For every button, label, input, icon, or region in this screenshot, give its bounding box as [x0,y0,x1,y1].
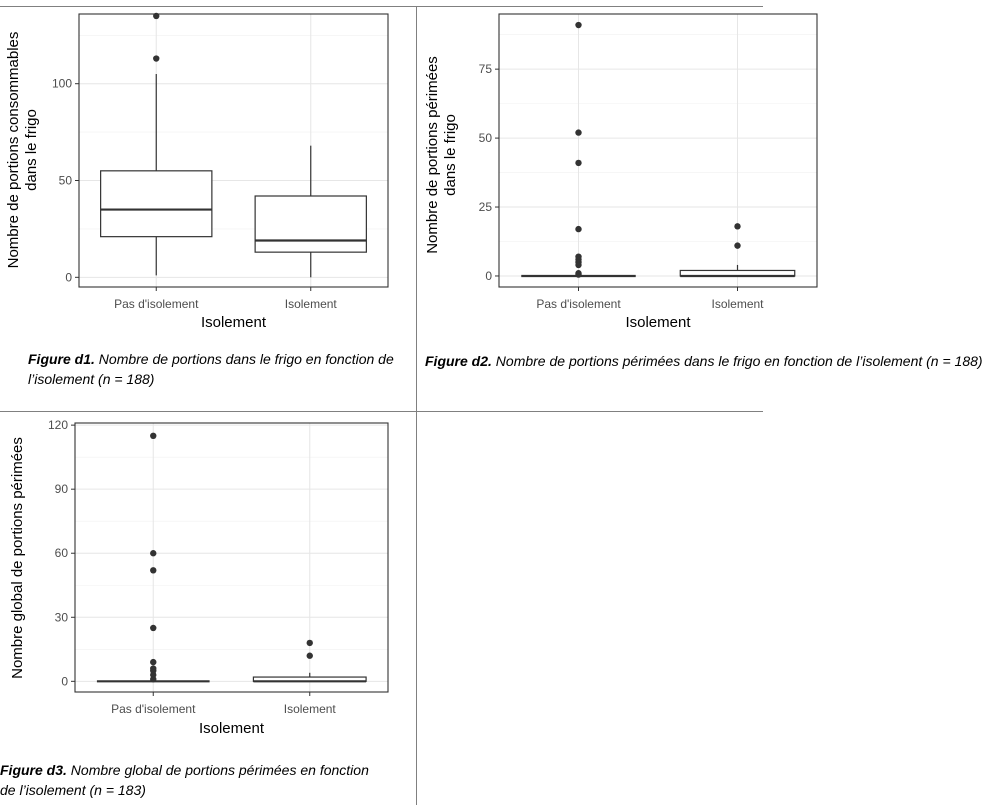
y-tick-label: 60 [54,546,68,561]
figure-caption-d1 [28,349,414,389]
figure-caption-d3 [0,760,380,800]
outlier-point [734,223,740,229]
y-tick-label: 100 [51,76,72,91]
figure-caption-text: Nombre de portions périmées dans le frigo en fonction de l’isolement (n = 188) [495,353,983,369]
outlier-point [150,659,156,665]
figure-cell-d1 [0,0,416,411]
x-tick-label: Pas d'isolement [111,702,196,716]
y-tick-label: 0 [485,268,492,283]
y-tick-label: 50 [478,131,492,146]
outlier-point [150,433,156,439]
y-tick-label: 25 [478,200,492,215]
x-tick-label: Isolement [711,297,764,311]
figure-caption-label: Figure d3. [0,762,67,778]
outlier-point [575,270,581,276]
outlier-point [575,226,581,232]
figure-caption-text: Nombre global de portions périmées en fonction de l’isolement (n = 183) [0,762,369,798]
figure-cell-d2 [417,0,983,411]
y-axis-title: Nombre de portions périmées [424,56,441,254]
y-tick-label: 90 [54,482,68,497]
x-tick-label: Pas d'isolement [114,297,199,311]
outlier-point [153,55,159,61]
y-axis-title: dans le frigo [442,114,459,196]
y-tick-label: 120 [47,418,68,433]
figure-cell-d3 [0,412,416,805]
outlier-point [307,640,313,646]
y-axis-title: Nombre global de portions périmées [9,437,26,679]
x-axis-title: Isolement [200,314,267,331]
figure-caption-label: Figure d2. [425,353,492,369]
outlier-point [150,665,156,671]
x-tick-label: Isolement [284,297,337,311]
y-axis-title: Nombre de portions consommables [5,31,22,269]
y-tick-label: 75 [478,62,492,77]
outlier-point [575,129,581,135]
outlier-point [307,653,313,659]
empty-cell [417,412,763,805]
box-body [255,196,366,252]
y-axis-title: dans le frigo [23,109,40,191]
y-tick-label: 0 [61,674,68,689]
x-tick-label: Pas d'isolement [536,297,621,311]
figure-caption-text: Nombre de portions dans le frigo en fonction de l’isolement (n = 188) [28,351,394,387]
chart-d2 [417,0,837,340]
figure-caption-d2 [425,351,983,371]
y-tick-label: 0 [65,270,72,285]
outlier-point [150,625,156,631]
figure-caption-label: Figure d1. [28,351,95,367]
outlier-point [575,160,581,166]
outlier-point [150,550,156,556]
panel-border [499,14,817,287]
x-axis-title: Isolement [625,314,691,331]
outlier-point [575,253,581,259]
x-axis-title: Isolement [198,720,265,737]
box-body [101,171,212,237]
outlier-point [575,22,581,28]
x-tick-label: Isolement [283,702,336,716]
panel-border [75,423,388,692]
y-tick-label: 50 [58,173,72,188]
outlier-point [734,242,740,248]
y-tick-label: 30 [54,610,68,625]
outlier-point [150,567,156,573]
chart-d3 [0,412,416,742]
chart-d1 [0,0,416,340]
